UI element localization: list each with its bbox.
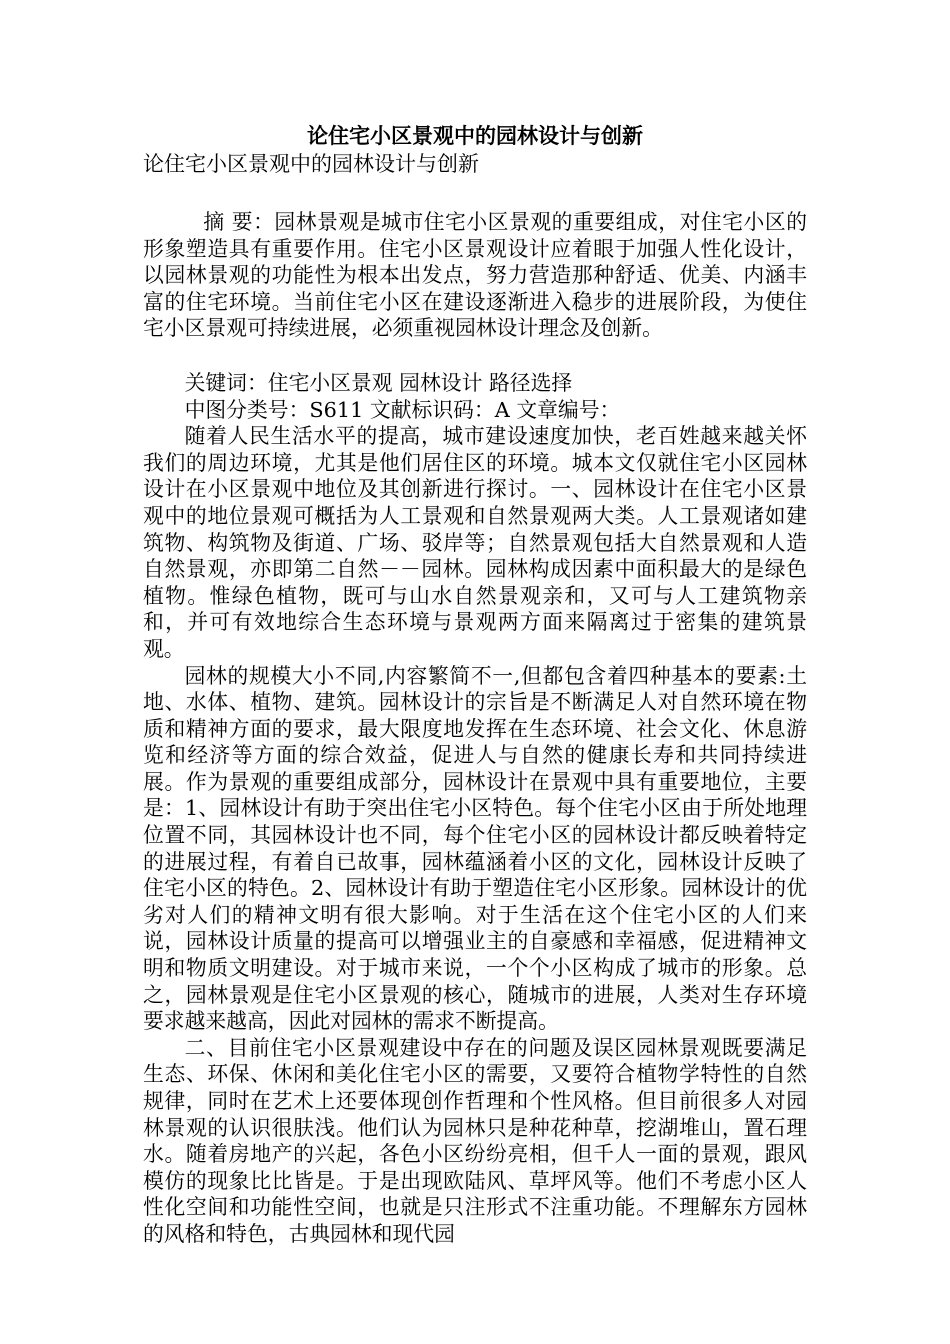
body-paragraph-1: 随着人民生活水平的提高，城市建设速度加快，老百姓越来越关怀我们的周边环境，尤其是他们居住区的环境。城本文仅就住宅小区园林设计在小区景观中地位及其创新进行探讨。一、园林设计在住宅小区景观中的地位景观可概括为人工景观和自然景观两大类。人工景观诸如建筑物、构筑物及街道、广场、驳岸等；自然景观包括大自然景观和人造自然景观，亦即第二自然－－园林。园林构成因素中面积最大的是绿色植物。惟绿色植物，既可与山水自然景观亲和，又可与人工建筑物亲和，并可有效地综合生态环境与景观两方面来隔离过于密集的建筑景观。 xyxy=(143,424,807,661)
keywords-block xyxy=(143,370,807,423)
blank-line xyxy=(143,179,807,209)
body-paragraph-3: 二、目前住宅小区景观建设中存在的问题及误区园林景观既要满足生态、环保、休闲和美化住宅小区的需要，又要符合植物学特性的自然规律，同时在艺术上还要体现创作哲理和个性风格。但目前很多人对园林景观的认识很肤浅。他们认为园林只是种花种草，挖湖堆山，置石理水。随着房地产的兴起，各色小区纷纷亮相，但千人一面的景观，跟风模仿的现象比比皆是。于是出现欧陆风、草坪风等。他们不考虑小区人性化空间和功能性空间，也就是只注形式不注重功能。不理解东方园林的风格和特色，古典园林和现代园 xyxy=(143,1035,807,1246)
document-subtitle: 论住宅小区景观中的园林设计与创新 xyxy=(143,152,479,176)
document-title: 论住宅小区景观中的园林设计与创新 xyxy=(307,123,643,148)
body-paragraph-2: 园林的规模大小不同,内容繁简不一,但都包含着四种基本的要素:土地、水体、植物、建筑。园林设计的宗旨是不断满足人对自然环境在物质和精神方面的要求，最大限度地发挥在生态环境、社会文化、休息游览和经济等方面的综合效益，促进人与自然的健康长寿和共同持续进展。作为景观的重要组成部分，园林设计在景观中具有重要地位，主要是：1、园林设计有助于突出住宅小区特色。每个住宅小区由于所处地理位置不同，其园林设计也不同，每个住宅小区的园林设计都反映着特定的进展过程，有着自已故事，园林蕴涵着小区的文化，园林设计反映了住宅小区的特色。2、园林设计有助于塑造住宅小区形象。园林设计的优劣对人们的精神文明有很大影响。对于生活在这个住宅小区的人们来说，园林设计质量的提高可以增强业主的自豪感和幸福感，促进精神文明和物质文明建设。对于城市来说，一个个小区构成了城市的形象。总之，园林景观是住宅小区景观的核心，随城市的进展，人类对生存环境要求越来越高，因此对园林的需求不断提高。 xyxy=(143,663,807,1034)
document-page xyxy=(143,122,807,1248)
keywords-line: 关键词：住宅小区景观 园林设计 路径选择 xyxy=(184,370,573,395)
classification-line: 中图分类号：S611 文献标识码：A 文章编号： xyxy=(184,397,621,422)
abstract-paragraph: 摘 要：园林景观是城市住宅小区景观的重要组成，对住宅小区的形象塑造具有重要作用。住宅小区景观设计应着眼于加强人性化设计，以园林景观的功能性为根本出发点，努力营造那种舒适、优美、内涵丰富的住宅环境。当前住宅小区在建设逐渐进入稳步的进展阶段，为使住宅小区景观可持续进展，必须重视园林设计理念及创新。 xyxy=(143,210,807,341)
